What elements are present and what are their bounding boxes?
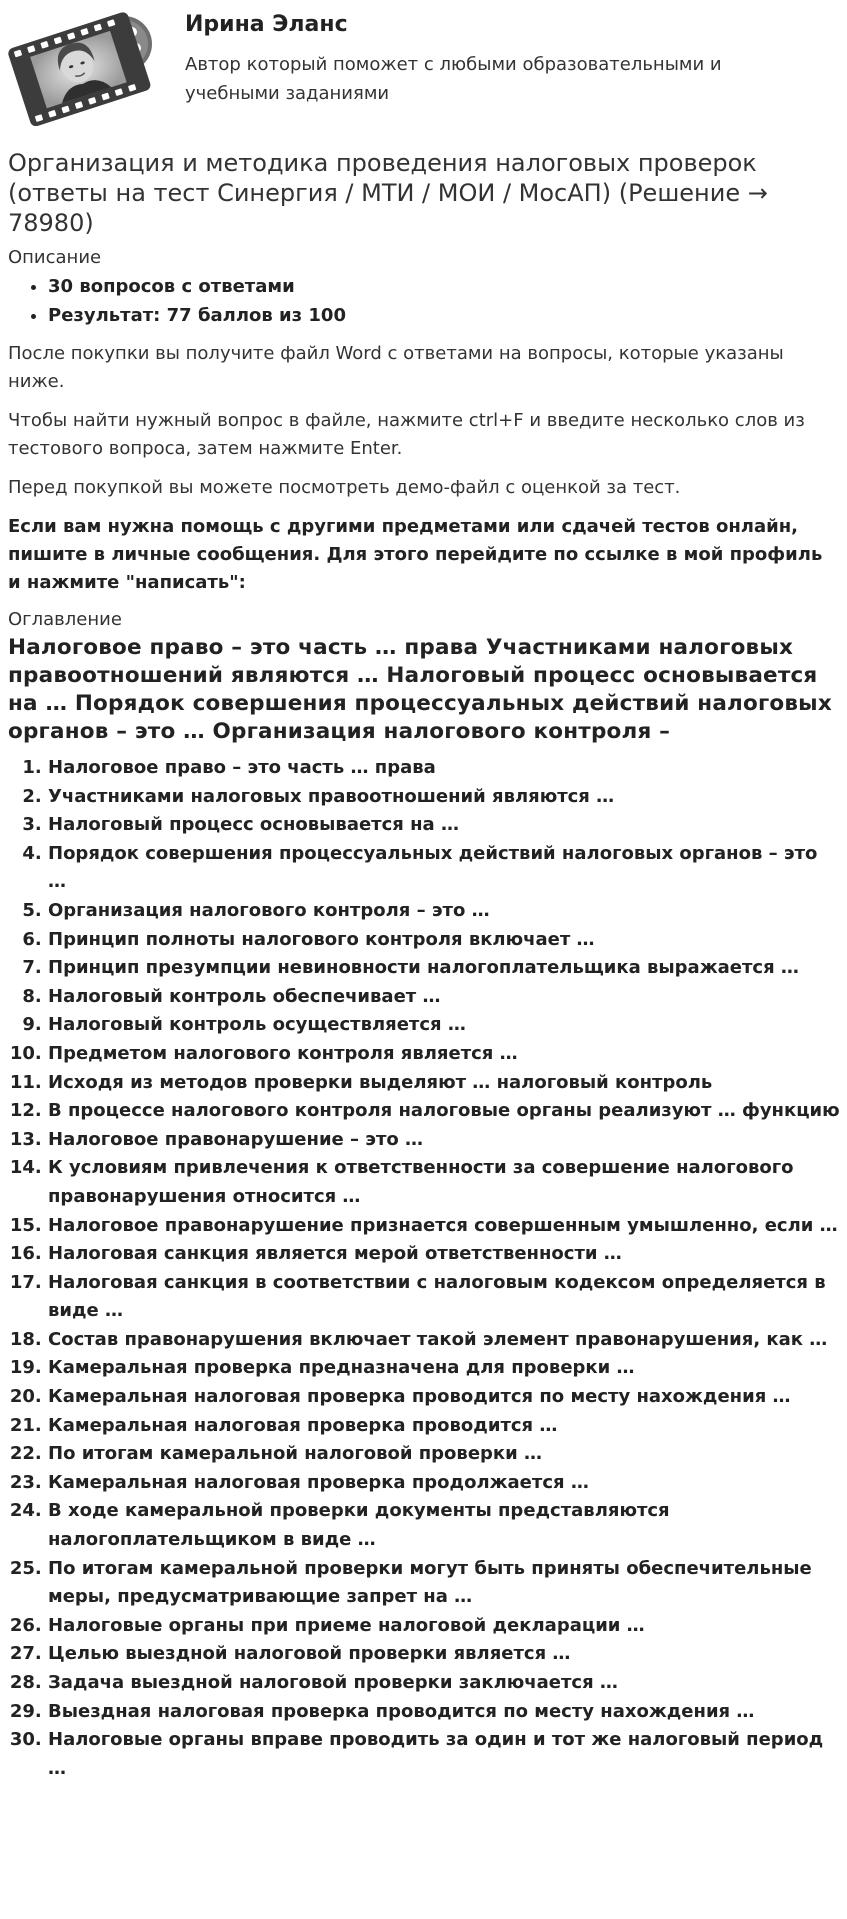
question-item: 4. Порядок совершения процессуальных действий налоговых органов – это … [48, 840, 841, 897]
toc-heading: Налоговое право – это часть … права Участниками налоговых правоотношений являются … Налоговый процесс основывается на … Порядок совершения процессуальных действий налоговых органов – это … Организация налогового контроля – [8, 635, 832, 744]
help-paragraph: Если вам нужна помощь с другими предметами или сдачей тестов онлайн, пишите в личные сообщения. Для этого перейдите по ссылке в мой профиль и нажмите "написать": [8, 516, 823, 593]
question-item: 14. К условиям привлечения к ответственности за совершение налогового правонарушения относится … [48, 1154, 841, 1211]
product-content [8, 148, 841, 1783]
author-name[interactable]: Ирина Эланс [185, 12, 348, 37]
question-item: 16. Налоговая санкция является мерой ответственности … [48, 1240, 841, 1269]
question-item: 5. Организация налогового контроля – это … [48, 897, 841, 926]
avatar-film-frame-image [6, 6, 154, 126]
question-item: 21. Камеральная налоговая проверка проводится … [48, 1412, 841, 1441]
author-header [0, 0, 847, 130]
question-item: 13. Налоговое правонарушение – это … [48, 1126, 841, 1155]
question-item: 26. Налоговые органы при приеме налоговой декларации … [48, 1612, 841, 1641]
question-item: 3. Налоговый процесс основывается на … [48, 811, 841, 840]
bullet-item: • 30 вопросов с ответами [48, 272, 841, 301]
question-item: 30. Налоговые органы вправе проводить за один и тот же налоговый период … [48, 1726, 841, 1783]
question-item: 11. Исходя из методов проверки выделяют … налоговый контроль [48, 1069, 841, 1098]
question-item: 9. Налоговый контроль осуществляется … [48, 1011, 841, 1040]
question-item: 24. В ходе камеральной проверки документы представляются налогоплательщиком в виде … [48, 1497, 841, 1554]
author-bio: Автор который поможет с любыми образовательными и учебными заданиями [185, 54, 722, 104]
bullet-item: • Результат: 77 баллов из 100 [48, 301, 841, 330]
question-item: 20. Камеральная налоговая проверка проводится по месту нахождения … [48, 1383, 841, 1412]
question-item: 1. Налоговое право – это часть … права [48, 754, 841, 783]
search-hint-paragraph: Чтобы найти нужный вопрос в файле, нажмите ctrl+F и введите несколько слов из тестового вопроса, затем нажмите Enter. [8, 410, 805, 459]
question-item: 18. Состав правонарушения включает такой элемент правонарушения, как … [48, 1326, 841, 1355]
description-bullets [8, 272, 841, 330]
question-item: 2. Участниками налоговых правоотношений являются … [48, 783, 841, 812]
question-item: 25. По итогам камеральной проверки могут быть приняты обеспечительные меры, предусматривающие запрет на … [48, 1555, 841, 1612]
demo-file-paragraph: Перед покупкой вы можете посмотреть демо-файл с оценкой за тест. [8, 477, 681, 498]
question-item: 23. Камеральная налоговая проверка продолжается … [48, 1469, 841, 1498]
question-item: 19. Камеральная проверка предназначена для проверки … [48, 1354, 841, 1383]
question-item: 22. По итогам камеральной налоговой проверки … [48, 1440, 841, 1469]
questions-list [8, 754, 841, 1783]
question-item: 10. Предметом налогового контроля является … [48, 1040, 841, 1069]
question-item: 12. В процессе налогового контроля налоговые органы реализуют … функцию [48, 1097, 841, 1126]
toc-label: Оглавление [8, 609, 122, 630]
question-item: 28. Задача выездной налоговой проверки заключается … [48, 1669, 841, 1698]
question-item: 15. Налоговое правонарушение признается совершенным умышленно, если … [48, 1212, 841, 1241]
question-item: 17. Налоговая санкция в соответствии с налоговым кодексом определяется в виде … [48, 1269, 841, 1326]
question-item: 27. Целью выездной налоговой проверки является … [48, 1640, 841, 1669]
author-avatar[interactable] [6, 6, 154, 126]
description-label: Описание [8, 247, 102, 268]
question-item: 29. Выездная налоговая проверка проводится по месту нахождения … [48, 1698, 841, 1727]
question-item: 6. Принцип полноты налогового контроля включает … [48, 926, 841, 955]
question-item: 7. Принцип презумпции невиновности налогоплательщика выражается … [48, 954, 841, 983]
purchase-info-paragraph: После покупки вы получите файл Word с ответами на вопросы, которые указаны ниже. [8, 343, 784, 392]
question-item: 8. Налоговый контроль обеспечивает … [48, 983, 841, 1012]
product-title: Организация и методика проведения налоговых проверок (ответы на тест Синергия / МТИ / МОИ / МосАП) (Решение → 78980) [8, 149, 768, 237]
